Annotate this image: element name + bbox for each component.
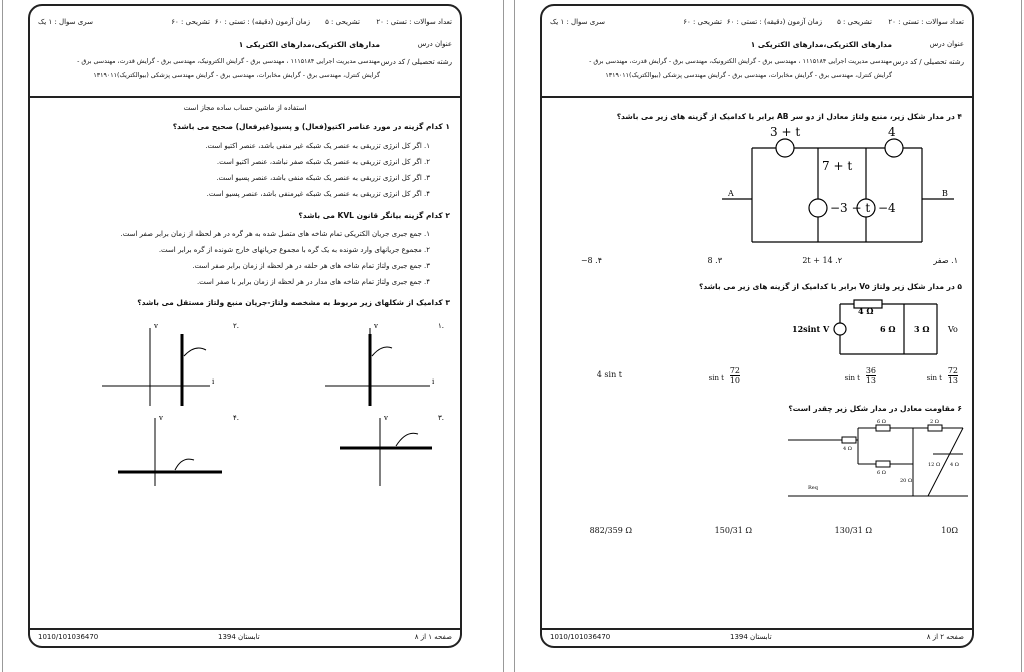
q1-option-4[interactable]: ۴. اگر کل انرژی تزریقی به عنصر یک شبکه غیرمنفی باشد، عنصر پسیو است. (206, 190, 430, 198)
question-2 (298, 211, 450, 220)
exam-page-1 (28, 4, 462, 648)
question-6 (788, 404, 962, 413)
page1-header (30, 6, 460, 98)
question-1-number: ۱ (445, 122, 450, 131)
q1-option-3[interactable]: ۳. اگر کل انرژی تزریقی به عنصر یک شبکه منفی باشد، عنصر پسیو است. (216, 174, 430, 182)
q2-option-3[interactable]: ۳. جمع جبری ولتاژ تمام شاخه های هر حلقه در هر لحظه از زمان برابر صفر است. (192, 262, 430, 270)
question-4 (617, 112, 962, 121)
q4-option-1[interactable]: ۱. صفر (933, 256, 958, 265)
p2-majors-line-2: گرایش کنترل، مهندسی برق - گرایش مخابرات، مهندسی برق - گرایش مهندسی پزشکی (بیوالکتریک)۱۳۱۹۰۱۱ (605, 72, 892, 79)
q5-source: 12sint V (792, 324, 830, 334)
q6-circuit (788, 414, 972, 514)
q5-option-4[interactable]: 4 sin t (596, 370, 622, 379)
q5-opt3-den: 10 (729, 376, 740, 385)
majors-line-2: گرایش کنترل، مهندسی برق - گرایش مخابرات، مهندسی برق - گرایش مهندسی پزشکی (بیوالکتریک)۱۳۱۹۰۱۱ (93, 72, 380, 79)
q2-option-2[interactable]: ۲. مجموع جریانهای وارد شونده به یک گره با مجموع جریانهای خارج شونده از گره برابر است. (158, 246, 430, 254)
question-5-number: ۵ (957, 282, 962, 291)
descriptive-count: تشریحی : ۵ (325, 18, 360, 26)
q4-source-5: −4 (878, 201, 896, 215)
q6-r3: 4 Ω (843, 446, 852, 452)
page2-code: 1010/101036470 (550, 633, 611, 641)
graph3-label: ۳. (438, 414, 444, 422)
q5-vo: Vo (948, 325, 958, 334)
p2-major-label: رشته تحصیلی / کد درس (892, 58, 964, 66)
page1-footer (30, 628, 460, 646)
question-5-text: در مدار شکل زیر ولتاژ Vo برابر با کدامیک از گزینه های زیر می باشد؟ (698, 282, 955, 291)
q5-r4: 4 Ω (858, 306, 874, 316)
q4-source-4: −3 − t (830, 201, 871, 215)
q5-r3: 3 Ω (914, 324, 930, 334)
q5-opt3-num: 72 (729, 366, 740, 375)
p2-series: سری سوال : ۱ یک (550, 18, 605, 26)
question-3-number: ۳ (445, 298, 450, 307)
graph1-axis-i: i (432, 378, 435, 386)
q1-option-2[interactable]: ۲. اگر کل انرژی تزریقی به عنصر یک شبکه صفر نباشد، عنصر اکتیو است. (216, 158, 430, 166)
graph4-axis-v: v (159, 414, 163, 422)
q6-option-3[interactable]: 150/31 Ω (714, 526, 752, 535)
p2-majors-line-1: مهندسی مدیریت اجرایی ۱۱۱۵۱۸۴ ، مهندسی برق - گرایش الکترونیک، مهندسی برق - گرایش قدرت، مهندسی برق - (589, 58, 892, 65)
question-4-text: در مدار شکل زیر، منبع ولتاژ معادل از دو سر AB برابر با کدامیک از گزینه های زیر می باشد؟ (616, 112, 955, 121)
q5-option-3[interactable] (730, 366, 740, 385)
q5-option-2[interactable] (866, 366, 876, 385)
calculator-note: استفاده از ماشین حساب ساده مجاز است (183, 104, 307, 112)
p2-descriptive-count: تشریحی : ۵ (837, 18, 872, 26)
q5-circuit (792, 292, 972, 362)
q2-option-4[interactable]: ۴. جمع جبری ولتاژ تمام شاخه های مدار در هر لحظه از زمان برابر با صفر است. (196, 278, 430, 286)
graph4-label: ۴. (233, 414, 239, 422)
q5-option-1[interactable] (948, 366, 958, 385)
question-6-text: مقاومت معادل در مدار شکل زیر چقدر است؟ (788, 404, 955, 413)
exam-time: زمان آزمون (دقیقه) : تستی : ۶۰ (214, 18, 310, 26)
question-1 (173, 122, 450, 131)
q5-opt1-num: 72 (947, 366, 958, 375)
q4-option-4[interactable]: −8 .۴ (580, 256, 602, 265)
q5-opt2-sint: sin t (844, 374, 860, 382)
q6-r7: 20 Ω (900, 478, 913, 484)
exam-time-desc: تشریحی : ۶۰ (171, 18, 210, 26)
course-title-label: عنوان درس (417, 40, 452, 48)
p2-course-title-label: عنوان درس (929, 40, 964, 48)
q4-source-3: 7 + t (822, 159, 853, 173)
graph2-axis-i: i (212, 378, 215, 386)
q6-r2: 2 Ω (930, 419, 939, 425)
majors-line-1: مهندسی مدیریت اجرایی ۱۱۱۵۱۸۴ ، مهندسی برق - گرایش الکترونیک، مهندسی برق - گرایش قدرت، مهندسی برق - (77, 58, 380, 65)
question-3-text: کدامیک از شکلهای زیر مربوط به مشخصه ولتاژ-جریان منبع ولتاژ مستقل می باشد؟ (137, 298, 443, 307)
q6-r6: 4 Ω (950, 462, 959, 468)
course-title: مدارهای الکتریکی،مدارهای الکتریکی ۱ (238, 40, 380, 49)
question-1-text: کدام گزینه در مورد عناصر اکتیو(فعال) و پسیو(غیرفعال) صحیح می باشد؟ (172, 122, 443, 131)
question-2-number: ۲ (445, 211, 450, 220)
question-count: تعداد سوالات : تستی : ۲۰ (376, 18, 452, 26)
p2-exam-time: زمان آزمون (دقیقه) : تستی : ۶۰ (726, 18, 822, 26)
page2-header (542, 6, 972, 98)
graph1-label: ۱. (438, 322, 444, 330)
q4-source-1: 3 + t (770, 125, 801, 139)
q6-r1: 6 Ω (877, 419, 886, 425)
q6-option-1[interactable]: 10Ω (941, 526, 958, 535)
question-5 (699, 282, 962, 291)
graph2-label: ۲. (233, 322, 239, 330)
q5-r6: 6 Ω (880, 324, 896, 334)
q5-opt3-sint: sin t (708, 374, 724, 382)
q6-r5: 12 Ω (928, 462, 941, 468)
q4-circuit (722, 124, 962, 244)
q3-graphs (30, 306, 460, 486)
graph2-axis-v: v (154, 322, 158, 330)
page2-footer (542, 628, 972, 646)
page1-code: 1010/101036470 (38, 633, 99, 641)
question-6-number: ۶ (957, 404, 962, 413)
q2-option-1[interactable]: ۱. جمع جبری جریان الکتریکی تمام شاخه های متصل شده به هر گره در هر لحظه از زمان برابر صفر است. (120, 230, 430, 238)
page2-number: صفحه ۲ از ۸ (926, 633, 964, 641)
page2-term: تابستان 1394 (730, 633, 772, 641)
series: سری سوال : ۱ یک (38, 18, 93, 26)
exam-page-2 (540, 4, 974, 648)
q4-source-2: 4 (888, 125, 896, 139)
q5-opt1-den: 13 (947, 376, 958, 385)
graph3-axis-v: v (384, 414, 388, 422)
p2-exam-time-desc: تشریحی : ۶۰ (683, 18, 722, 26)
q4-option-2[interactable]: 2t + 14 .۲ (802, 256, 842, 265)
q4-node-b: B (942, 189, 948, 198)
page1-number: صفحه ۱ از ۸ (414, 633, 452, 641)
page1-term: تابستان 1394 (218, 633, 260, 641)
q6-r4: 6 Ω (877, 470, 886, 476)
question-4-number: ۴ (957, 112, 962, 121)
q6-req: Req (808, 485, 818, 491)
q5-opt2-den: 13 (865, 376, 876, 385)
question-2-text: کدام گزینه بیانگر قانون KVL می باشد؟ (298, 211, 443, 220)
graph1-axis-v: v (374, 322, 378, 330)
q5-opt1-sint: sin t (926, 374, 942, 382)
q1-option-1[interactable]: ۱. اگر کل انرژی تزریقی به عنصر یک شبکه غیر منفی باشد، عنصر اکتیو است. (205, 142, 430, 150)
q5-opt2-num: 36 (865, 366, 876, 375)
major-label: رشته تحصیلی / کد درس (380, 58, 452, 66)
q6-option-2[interactable]: 130/31 Ω (834, 526, 872, 535)
p2-question-count: تعداد سوالات : تستی : ۲۰ (888, 18, 964, 26)
q4-node-a: A (728, 189, 734, 198)
q6-option-4[interactable]: 882/359 Ω (589, 526, 632, 535)
p2-course-title: مدارهای الکتریکی،مدارهای الکتریکی ۱ (750, 40, 892, 49)
q4-option-3[interactable]: 8 .۳ (707, 256, 722, 265)
